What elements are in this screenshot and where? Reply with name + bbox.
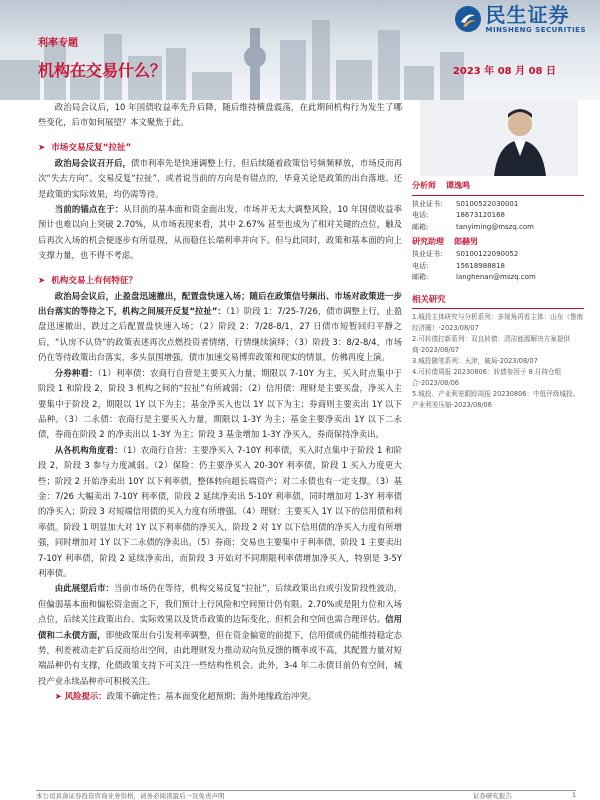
analyst-portrait-icon <box>420 100 578 176</box>
minsheng-logo-icon <box>454 5 482 33</box>
risk-warning: ➤ 风险提示：政策不确定性；基本面变化超预期；海外地缘政治冲突。 <box>54 691 316 702</box>
analyst-1: 分析师 谭逸鸣 <box>412 181 470 190</box>
paragraph: 政治局会议召开后，债市利率先是快速调整上行，但后续随着政策信号频频释放，市场反而再次“失去方向”。交易反复“拉扯”，或者说当前的方向是有错点的，毕竟关论是政策的出台落地、还是政策的实际效果，均仍需等待。 <box>38 157 403 199</box>
section-heading-2: ➤ 机构交易上有何特征？ <box>38 275 138 286</box>
page-footer <box>36 791 576 800</box>
analyst-2-email[interactable]: 邮箱: langhenan@mszq.com <box>412 273 536 282</box>
analyst-1-email[interactable]: 邮箱: tanyiming@mszq.com <box>412 222 534 231</box>
sidebar <box>412 180 584 411</box>
paragraph: 从各机构角度看：（1）农商行自营：主要净买入 7-10Y 利率债，买入时点集中于阶段 1 和阶段 2，阶段 3 参与力度减弱。（2）保险：仍主要净买入 20-30Y 利率债，阶段 1 买入力度更大些；阶段 2 开始净卖出 10Y 以下利率债，整体转向超长端资产；对二永债也有一定支撑。（3）基金：7/26 大幅卖出 7-10Y 利率债，阶段 2 延续净卖出 5-10Y 利率债，同时增加对 1-3Y 利率债的净买入；阶段 3 对短端信用债的买入力度有所增强。（4）理财：主要买入 1Y 以下的信用债和利率债。阶段 1 明显加大对 1Y 以下利率债的净买入，阶段 2 对 1Y 以下信用债的净买入力度有所增强，同时增加对 1Y 以下二永债的净卖出。（5）券商：交易也主要集中于利率债，阶段 1 主要卖出 7-10Y 利率债，阶段 2 延续净卖出，而阶段 3 开始对不同期限利率债增加净买入，特别是 3-5Y 利率债。 <box>38 444 403 578</box>
paragraph: 政治局会议后，止盈盘迅速撤出，配置盘快速入场；随后在政策信号频出、市场对政策进一步出台落实的等待之下，机构之间展开反复“拉扯”：（1）阶段 1：7/25-7/26，债市调整上行，止盈盘迅速撤出，跌过之后配置盘快速入场；（2）阶段 2：7/28-8/1，27 日债市短暂回归平静之后，“认房不认贷”的政策表述再次点燃投资者情绪，行情继续演绎；（3）阶段 3：8/2-8/4，市场仍在等待政策出台落实，多头氛围增强，债市加速交易博弈政策和现实的情景，仿佛再度上演。 <box>38 290 402 363</box>
arrow-icon: ➤ <box>54 691 65 702</box>
intro-paragraph: 政治局会议后，10 年国债收益率先升后降，随后维持横盘震荡，在此期间机构行为发生了哪些变化，后市如何展望？本文聚焦于此。 <box>38 102 402 128</box>
related-research-item[interactable]: 5.城投、产业利差跟踪周报 20230806：中低评级城投、产业利差压缩-2023/08/06 <box>412 390 580 410</box>
analyst-1-row: 执业证书: S0100522030001 <box>412 199 519 208</box>
page-number: 1 <box>571 791 576 799</box>
analyst-2-row: 电话: 15618988818 <box>412 261 505 270</box>
city-tower-icon <box>250 28 260 100</box>
paragraph: 由此展望后市：当前市场仍在等待，机构交易反复“拉扯”，后续政策出台或引发阶段性波动，但偏弱基本面和偏松资金面之下，我们预计上行风险和空间预计仍有限。2.70%或是阻力位和入场点位，后续关注政策出台、实际效果以及货币政策的边际变化，但机会和空间也需合理评估。信用债和二永债方面，即使政策出台引发利率调整，但在资金偏宽的前提下，信用债或仍能维持稳定态势，利差被动走扩后反而给出空间，由此理财发力推动双向负反馈的概率或不高，其配置力量对短端品种仍有支撑，化债政策支持下可关注一些结构性机会。此外，3-4 年二永债目前仍有空间，城投产业永续品种亦可积极关注。 <box>38 583 403 686</box>
related-research-item[interactable]: 1.城投主体研究与分析系列：多视角再看主体：山东（鲁南经济圈）-2023/08/07 <box>412 313 584 333</box>
analyst-2: 研究助理 郎赫男 <box>412 237 478 247</box>
logo-chinese-text: 民生证券 <box>485 3 570 27</box>
report-title: 机构在交易什么？ <box>38 61 167 80</box>
paragraph: 当前的锚点在于：从目前的基本面和资金面出发，市场并无太大调整风险，10 年国债收益率预计也难以向上突破 2.70%，从市场表现来看，其中 2.67% 甚至也成为了相对关键的点位，触及后再次入场的机会便逐步有所显现，从而稳住长端利率并向下。但与此同时，政策和基本面的向上支撑力量，也不得不考虑。 <box>38 204 403 261</box>
arrow-icon: ➤ <box>38 142 46 153</box>
section-heading-1: ➤ 市场交易反复“拉扯” <box>38 142 132 153</box>
company-logo <box>454 4 587 34</box>
footer-label: 证券研究报告 <box>472 792 512 800</box>
report-category: 利率专题 <box>38 38 78 49</box>
analyst-1-row: 电话: 18673120168 <box>412 211 505 220</box>
related-research-item[interactable]: 3.城投随笔系列：天津，破局-2023/08/07 <box>412 357 538 366</box>
paragraph: 分券种看：（1）利率债：农商行自营是主要买入力量，期限以 7-10Y 为主，买入时点集中于阶段 1 和阶段 2，阶段 3 机构之间的“拉扯”有所减弱；（2）信用债：理财是主要买盘，净买入主要集中于阶段 2，期限以 1Y 以下为主；基金净买入也以 1Y 以下为主；券商则主要卖出 1Y 以下品种。（3）二永债：农商行是主要买入力量，期限以 1-3Y 为主；基金主要净卖出 1Y 以下二永债，券商在阶段 2 的净卖出以 1-3Y 为主；阶段 3 基金增加 1-3Y 净买入，券商保持净卖出。 <box>38 367 402 440</box>
arrow-icon: ➤ <box>38 275 46 286</box>
related-research-item[interactable]: 2.可转债打新系列：双良转债：清洁能源解决方案提供商-2023/08/07 <box>412 335 570 355</box>
analyst-2-row: 执业证书: S0100122090052 <box>412 249 519 258</box>
related-research-item[interactable]: 4.可转债周报 20230806：转债参因子 8 月持仓组合-2023/08/06 <box>412 368 562 388</box>
report-body <box>38 100 402 705</box>
logo-english-text: MINSHENG SECURITIES <box>485 26 586 34</box>
disclaimer-note: 本公司具备证券投资咨询业务资格，请务必阅读最后一页免责声明 <box>36 792 225 800</box>
analyst-photo <box>420 100 578 176</box>
report-date: 2023 年 08 月 08 日 <box>452 66 556 77</box>
related-research-heading: 相关研究 <box>412 293 446 304</box>
